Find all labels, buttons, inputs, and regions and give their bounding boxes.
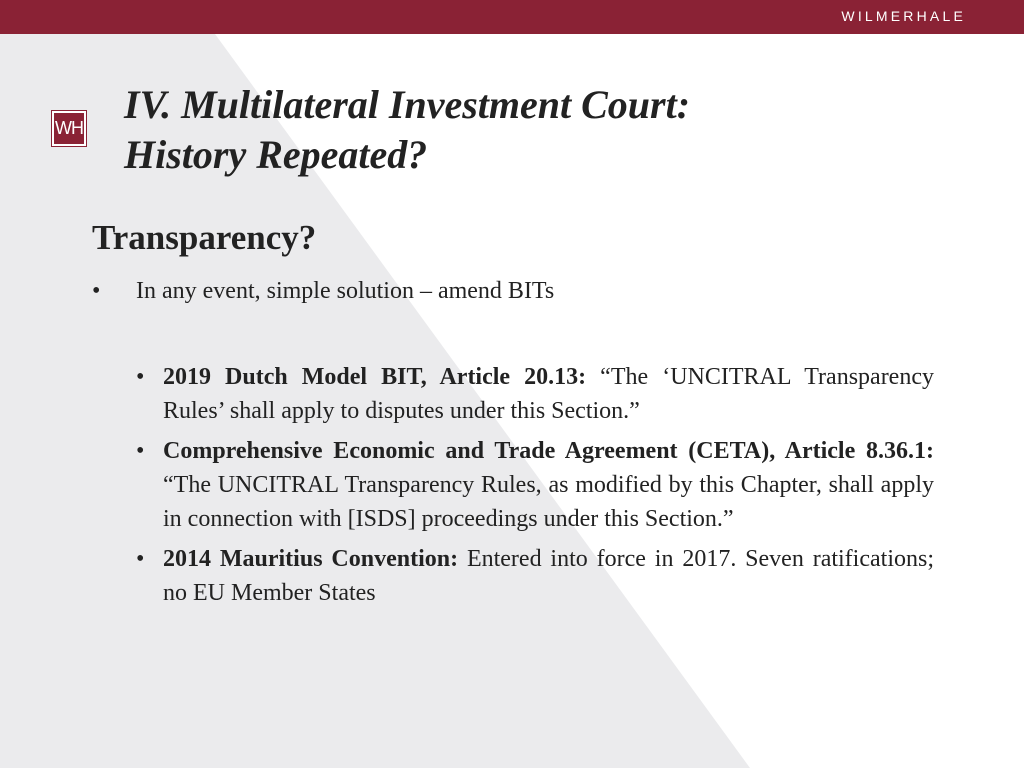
list-item bbox=[136, 434, 934, 536]
item-heading: Comprehensive Economic and Trade Agreement (CETA), Article 8.36.1: bbox=[163, 438, 934, 464]
list-item bbox=[136, 542, 934, 610]
list-item bbox=[136, 360, 934, 428]
top-bar bbox=[0, 0, 1024, 34]
provision-list bbox=[136, 360, 934, 616]
item-text: “The ‘UNCITRAL Transparency Rules’ shall apply to disputes under this Section.” bbox=[163, 364, 934, 424]
intro-point bbox=[92, 278, 554, 305]
item-text: Entered into force in 2017. Seven ratifications; no EU Member States bbox=[163, 546, 934, 606]
bullet-icon: • bbox=[136, 546, 145, 572]
title-line-2: History Repeated? bbox=[124, 132, 428, 177]
item-heading: 2019 Dutch Model BIT, Article 20.13: bbox=[163, 364, 587, 390]
item-heading: 2014 Mauritius Convention: bbox=[163, 546, 459, 572]
bullet-icon: • bbox=[136, 364, 145, 390]
wh-logo-icon: WH bbox=[52, 111, 86, 146]
intro-text: In any event, simple solution – amend BITs bbox=[136, 278, 555, 304]
bullet-icon: • bbox=[92, 278, 101, 304]
title-line-1: IV. Multilateral Investment Court: bbox=[124, 82, 691, 127]
item-text: “The UNCITRAL Transparency Rules, as modified by this Chapter, shall apply in connection with [ISDS] proceedings under this Section.” bbox=[163, 472, 934, 532]
section-heading: Transparency? bbox=[92, 218, 317, 257]
bullet-icon: • bbox=[136, 438, 145, 464]
slide-title bbox=[124, 80, 690, 180]
brand-name: WILMERHALE bbox=[841, 8, 966, 24]
